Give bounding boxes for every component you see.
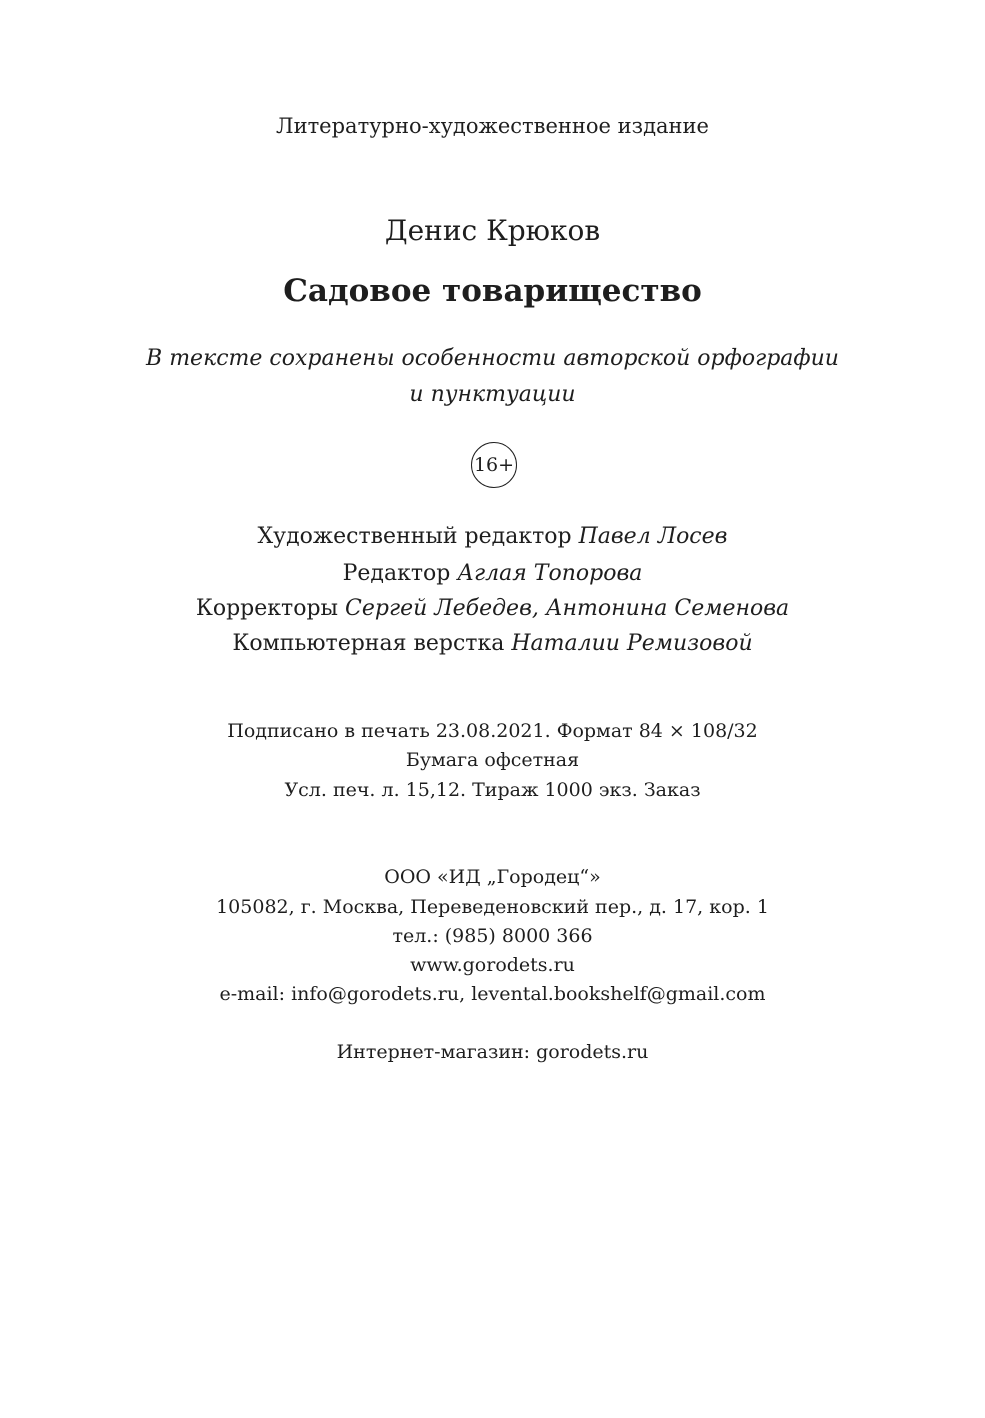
credit-editor	[0, 561, 985, 586]
orthography-note-line-1: В тексте сохранены особенности авторской орфографии	[146, 346, 839, 371]
print-run-line: Усл. печ. л. 15,12. Тираж 1000 экз. Заказ	[284, 779, 701, 801]
publisher-website: www.gorodets.ru	[410, 954, 575, 976]
paper-type-line: Бумага офсетная	[405, 749, 580, 771]
credit-proofreaders	[0, 596, 985, 621]
print-signed-line: Подписано в печать 23.08.2021. Формат 84 × 108/32	[227, 720, 758, 742]
author-name: Денис Крюков	[384, 214, 601, 247]
credit-role: Корректоры	[195, 596, 339, 621]
publisher-address: 105082, г. Москва, Переведеновский пер., д. 17, кор. 1	[216, 896, 769, 918]
credit-role: Редактор	[342, 561, 451, 586]
publisher-phone: тел.: (985) 8000 366	[392, 925, 593, 947]
credit-role: Компьютерная верстка	[232, 631, 505, 656]
age-rating-label: 16+	[473, 454, 515, 476]
credit-name: Наталии Ремизовой	[511, 631, 753, 656]
online-shop-line: Интернет-магазин: gorodets.ru	[336, 1041, 649, 1063]
publisher-email: e-mail: info@gorodets.ru, levental.bookshelf@gmail.com	[219, 983, 766, 1005]
credit-name: Аглая Топорова	[457, 561, 643, 586]
publisher-name: ООО «ИД „Городец“»	[384, 866, 601, 888]
age-rating-badge	[471, 442, 517, 488]
credit-name: Павел Лосев	[578, 524, 728, 549]
credit-layout	[0, 631, 985, 656]
book-title: Садовое товарищество	[283, 273, 702, 309]
credit-name: Сергей Лебедев, Антонина Семенова	[345, 596, 790, 621]
credit-art-editor	[0, 524, 985, 549]
credit-role: Художественный редактор	[257, 524, 572, 549]
edition-type: Литературно-художественное издание	[276, 114, 709, 138]
orthography-note-line-2: и пунктуации	[409, 382, 576, 407]
